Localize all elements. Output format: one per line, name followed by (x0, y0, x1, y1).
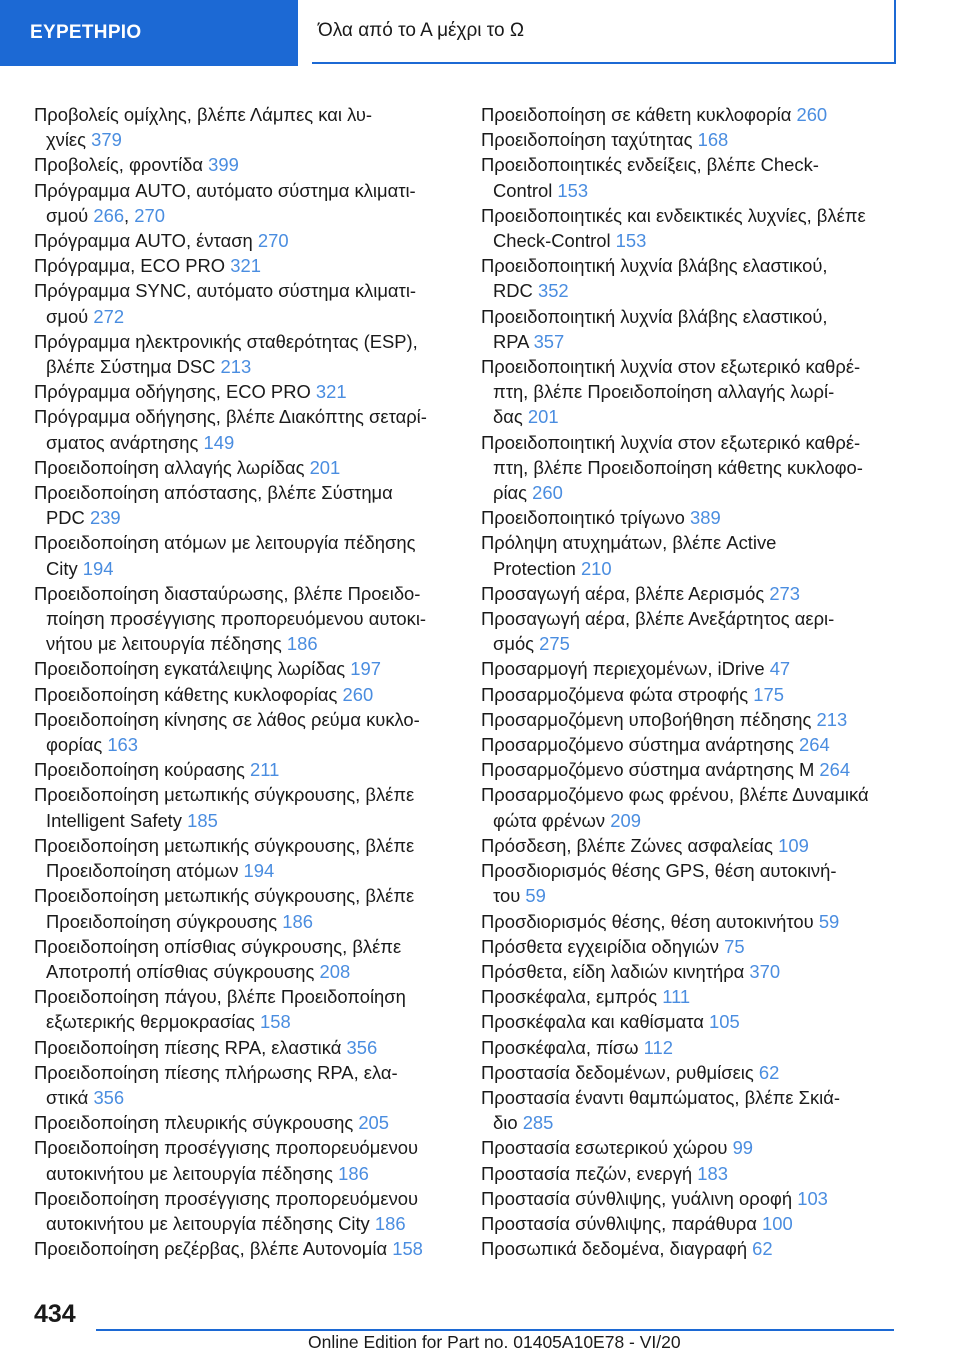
page-reference-link[interactable]: 158 (260, 1011, 291, 1033)
index-entry-text: Προβολείς, φροντίδα (34, 154, 204, 176)
page-reference-link[interactable]: 59 (525, 885, 546, 907)
index-entry-text: ποίηση προσέγγισης προπορευόμενου αυτοκι- (46, 608, 427, 630)
index-entry (34, 379, 452, 404)
page-reference-link[interactable]: 186 (286, 633, 318, 655)
page-reference-link[interactable]: 100 (761, 1212, 793, 1234)
page-reference-link[interactable]: 205 (358, 1112, 389, 1134)
index-entry-text: σμού (46, 204, 89, 226)
index-entry-text: Προειδοποίηση πίεσης RPA, ελαστικά (34, 1036, 342, 1058)
index-entry-text: δας (493, 406, 523, 428)
page-reference-link[interactable]: 75 (724, 935, 745, 957)
footer-divider (96, 1329, 894, 1331)
index-entry-text: Προειδοποίηση διασταύρωσης, βλέπε Προειδο- (34, 582, 421, 604)
index-entry-text: του (493, 885, 521, 907)
index-entry-text: Προσκέφαλα, εμπρός (481, 986, 658, 1008)
page-reference-link[interactable]: 105 (709, 1011, 740, 1033)
index-entry-text: φώτα φρένων (493, 809, 606, 831)
index-entry (34, 707, 452, 757)
index-entry-text: αυτοκινήτου με λειτουργία πέδησης City (46, 1212, 370, 1234)
index-entry (34, 934, 452, 984)
index-entry-text: Προειδοποιητικές και ενδεικτικές λυχνίες, βλέπε (481, 204, 866, 226)
page-reference-link[interactable]: 260 (532, 482, 563, 504)
index-entry (481, 1085, 921, 1135)
page-reference-link[interactable]: 186 (282, 910, 313, 932)
index-entry (481, 656, 921, 681)
index-entry-text: Προειδοποίηση απόστασης, βλέπε Σύστημα (34, 482, 393, 504)
page-reference-link[interactable]: 213 (220, 356, 252, 378)
index-entry-text: Προειδοποίηση ρεζέρβας, βλέπε Αυτονομία (34, 1238, 388, 1260)
index-entry-text: Προσαρμοζόμενη υποβοήθηση πέδησης (481, 708, 812, 730)
page-reference-link[interactable]: 273 (769, 582, 800, 604)
index-entry-text: σματος ανάρτησης (46, 431, 199, 453)
index-entry-text: Προστασία έναντι θαμπώματος, βλέπε Σκιά- (481, 1086, 840, 1108)
index-entry-text: Προσαρμοζόμενο φως φρένου, βλέπε Δυναμικά (481, 784, 869, 806)
index-entry-text: Προειδοποίηση ατόμων (46, 860, 239, 882)
index-entry-text: Πρόγραμμα οδήγησης, βλέπε Διακόπτης σεταρί- (34, 406, 427, 428)
index-entry-text: Προειδοποίηση κούρασης (34, 759, 245, 781)
page-reference-link[interactable]: 201 (309, 456, 341, 478)
page-reference-link[interactable]: 186 (338, 1162, 369, 1184)
index-entry (34, 228, 452, 253)
index-entry-text: διο (493, 1112, 518, 1134)
index-entry-text: Προειδοποίηση προσέγγισης προπορευόμενου (34, 1187, 419, 1209)
page-reference-link[interactable]: 194 (243, 860, 275, 882)
index-entry-text: Πρόγραμμα AUTO, αυτόματο σύστημα κλιματι- (34, 179, 416, 201)
index-entry-text: Προειδοποίηση μετωπικής σύγκρουσης, βλέπε (34, 885, 415, 907)
index-entry-text: Προστασία εσωτερικού χώρου (481, 1137, 728, 1159)
page-reference-link[interactable]: 321 (230, 255, 261, 277)
index-entry (34, 682, 452, 707)
index-entry-text: Προειδοποίηση κάθετης κυκλοφορίας (34, 683, 338, 705)
page-reference-link[interactable]: 264 (819, 759, 851, 781)
index-entry-text: Προειδοποίηση πίεσης πλήρωσης RPA, ελα- (34, 1061, 398, 1083)
index-entry-text: Προστασία σύνθλιψης, παράθυρα (481, 1212, 757, 1234)
index-entry-text: Προειδοποίηση μετωπικής σύγκρουσης, βλέπε (34, 784, 415, 806)
index-entry-text: Προειδοποιητική λυχνία στον εξωτερικό καθρέ- (481, 431, 861, 453)
index-entry (34, 581, 452, 657)
index-entry (34, 1135, 452, 1185)
page-reference-link[interactable]: 399 (208, 154, 239, 176)
index-entry-text: Προστασία δεδομένων, ρυθμίσεις (481, 1061, 754, 1083)
index-entry-text: Προειδοποίηση πλευρικής σύγκρουσης (34, 1112, 354, 1134)
index-entry-text: Προειδοποίηση σε κάθετη κυκλοφορία (481, 104, 792, 125)
footer-edition: Online Edition for Part no. 01405A10E78 - VI/20 (308, 1332, 681, 1352)
index-entry-text: Προειδοποιητικό τρίγωνο (481, 507, 685, 529)
index-entry (481, 354, 921, 430)
page-reference-link[interactable]: 210 (580, 557, 612, 579)
index-entry (481, 934, 921, 959)
page-reference-link[interactable]: 270 (257, 230, 289, 252)
page-reference-link[interactable]: 62 (752, 1238, 773, 1260)
index-entry-text: Πρόσδεση, βλέπε Ζώνες ασφαλείας (481, 834, 773, 856)
index-entry (481, 430, 921, 506)
index-entry (481, 606, 921, 656)
index-entry (481, 782, 921, 832)
page-reference-link[interactable]: 168 (697, 129, 729, 151)
index-entry-text: στικά (46, 1086, 89, 1108)
index-entry-text: Προειδοποίηση ατόμων με λειτουργία πέδησης (34, 532, 416, 554)
page-reference-link[interactable]: 285 (522, 1112, 554, 1134)
index-column-right (481, 102, 921, 1261)
index-entry (481, 833, 921, 858)
index-entry (34, 329, 452, 379)
index-entry-text: Προειδοποίηση προσέγγισης προπορευόμενου (34, 1137, 419, 1159)
page-reference-link[interactable]: 149 (203, 431, 235, 453)
index-entry (481, 732, 921, 757)
index-entry (34, 1060, 452, 1110)
index-entry-text: Προσκέφαλα και καθίσματα (481, 1011, 704, 1033)
index-entry (34, 984, 452, 1034)
page-reference-link[interactable]: 175 (753, 683, 784, 705)
index-entry (481, 1135, 921, 1160)
index-entry (481, 1009, 921, 1034)
index-entry (34, 455, 452, 480)
index-entry-text: Προειδοποιητική λυχνία στον εξωτερικό καθρέ- (481, 356, 861, 378)
index-entry-text: Προειδοποίηση πάγου, βλέπε Προειδοποίηση (34, 986, 406, 1008)
index-entry-text: σμός (493, 633, 535, 655)
index-entry (481, 127, 921, 152)
index-entry (481, 1161, 921, 1186)
index-entry (34, 883, 452, 933)
page-reference-link[interactable]: 47 (769, 658, 791, 680)
index-entry (481, 1236, 921, 1261)
index-entry (34, 782, 452, 832)
index-entry-text: Προσωπικά δεδομένα, διαγραφή (481, 1238, 748, 1260)
page-reference-link[interactable]: 183 (697, 1162, 728, 1184)
index-entry (481, 707, 921, 732)
index-entry-text: Προειδοποιητική λυχνία βλάβης ελαστικού, (481, 255, 828, 277)
page-reference-link[interactable]: 272 (93, 305, 125, 327)
index-entry (481, 682, 921, 707)
page-number: 434 (34, 1300, 76, 1328)
page-reference-link[interactable]: 266 (93, 204, 125, 226)
index-entry-text: Προσδιορισμός θέσης GPS, θέση αυτοκινή- (481, 860, 837, 882)
page-reference-link[interactable]: 211 (250, 759, 280, 781)
page-reference-link[interactable]: 103 (797, 1187, 828, 1209)
index-entry-text: Προειδοποίηση αλλαγής λωρίδας (34, 456, 305, 478)
index-entry (481, 505, 921, 530)
page-reference-link[interactable]: 260 (796, 104, 828, 125)
index-entry-text: Προειδοποιητικές ενδείξεις, βλέπε Check- (481, 154, 819, 176)
index-entry-text: βλέπε Σύστημα DSC (46, 356, 216, 378)
index-entry (34, 1035, 452, 1060)
index-entry (34, 656, 452, 681)
page-reference-link[interactable]: 109 (778, 834, 809, 856)
index-entry-text: Πρόγραμμα οδήγησης, ECO PRO (34, 381, 311, 403)
index-entry-text: Πρόγραμμα ηλεκτρονικής σταθερότητας (ESP), (34, 330, 418, 352)
index-entry-text: Προειδοποίηση εγκατάλειψης λωρίδας (34, 658, 346, 680)
section-tab[interactable]: ΕΥΡΕΤΗΡΙΟ (0, 0, 298, 66)
index-entry (34, 1110, 452, 1135)
index-entry (481, 909, 921, 934)
index-entry (481, 1211, 921, 1236)
page-reference-link[interactable]: 153 (557, 179, 589, 201)
page-reference-link[interactable]: 356 (346, 1036, 378, 1058)
page-reference-link[interactable]: 111 (662, 986, 691, 1008)
index-entry (481, 1186, 921, 1211)
page-reference-link[interactable]: 158 (392, 1238, 423, 1260)
index-entry (481, 858, 921, 908)
index-entry (34, 278, 452, 328)
index-entry (34, 480, 452, 530)
page-reference-link[interactable]: 352 (537, 280, 569, 302)
index-entry-text: Προσαρμοζόμενο σύστημα ανάρτησης (481, 734, 794, 756)
page-reference-link[interactable]: 99 (732, 1137, 754, 1159)
index-entry-text: νήτου με λειτουργία πέδησης (46, 633, 282, 655)
index-entry (481, 1060, 921, 1085)
page-reference-link[interactable]: 321 (315, 381, 347, 403)
page-reference-link[interactable]: 197 (350, 658, 381, 680)
index-entry-text: RPA (493, 330, 529, 352)
index-entry (34, 1236, 452, 1261)
index-entry (481, 984, 921, 1009)
page-reference-link[interactable]: 208 (319, 960, 351, 982)
index-entry-text: αυτοκινήτου με λειτουργία πέδησης (46, 1162, 333, 1184)
page-reference-link[interactable]: 209 (610, 809, 641, 831)
index-entry-text: Προσαρμοζόμενο σύστημα ανάρτησης M (481, 759, 815, 781)
page-reference-link[interactable]: 59 (818, 910, 840, 932)
page-reference-link[interactable]: 185 (187, 809, 218, 831)
index-entry (481, 530, 921, 580)
index-column-left (34, 102, 452, 1261)
index-entry-text: Προσαγωγή αέρα, βλέπε Αερισμός (481, 582, 765, 604)
index-entry-text: χνίες (46, 129, 86, 151)
index-entry-text: Προειδοποίηση μετωπικής σύγκρουσης, βλέπε (34, 834, 415, 856)
index-entry-text: Προειδοποιητική λυχνία βλάβης ελαστικού, (481, 305, 828, 327)
page-reference-link[interactable]: 213 (816, 708, 848, 730)
page-reference-link[interactable]: 153 (615, 230, 647, 252)
index-entry-text: Check-Control (493, 230, 611, 252)
index-entry-text: πτη, βλέπε Προειδοποίηση κάθετης κυκλοφο- (493, 456, 863, 478)
index-entry: Πρόγραμμα AUTO, αυτόματο σύστημα κλιματι- σμού 266, 270 (34, 179, 416, 226)
page-reference-link[interactable]: 356 (93, 1086, 125, 1108)
index-entry-text: σμού (46, 305, 89, 327)
index-entry (34, 530, 452, 580)
index-entry (34, 152, 452, 177)
page-reference-link[interactable]: 239 (89, 507, 121, 529)
index-entry-text: Πρόγραμμα SYNC, αυτόματο σύστημα κλιματι- (34, 280, 417, 302)
index-entry (34, 833, 452, 883)
index-entry-text: Προστασία σύνθλιψης, γυάλινη οροφή (481, 1187, 793, 1209)
index-entry-text: Προσαρμοζόμενα φώτα στροφής (481, 683, 749, 705)
index-entry (481, 304, 921, 354)
index-entry-text: Αποτροπή οπίσθιας σύγκρουσης (46, 960, 315, 982)
index-entry-text: PDC (46, 507, 85, 529)
index-entry (481, 102, 921, 127)
page-reference-link[interactable]: 62 (758, 1061, 780, 1083)
index-entry (481, 1035, 921, 1060)
page-reference-link[interactable]: 275 (539, 633, 570, 655)
index-entry-text: Control (493, 179, 553, 201)
index-entry-text: Πρόληψη ατυχημάτων, βλέπε Active (481, 532, 777, 554)
page-header (0, 0, 960, 66)
index-entry-text: ρίας (493, 482, 528, 504)
page-reference-link[interactable]: 112 (643, 1036, 673, 1058)
index-entry-text: Προειδοποίηση σύγκρουσης (46, 910, 278, 932)
index-entry-text: Προειδοποίηση ταχύτητας (481, 129, 693, 151)
index-entry-text: Προσδιορισμός θέσης, θέση αυτοκινήτου (481, 910, 814, 932)
page-reference-link[interactable]: 264 (798, 734, 830, 756)
index-entry-text: Πρόγραμμα AUTO, ένταση (34, 230, 253, 252)
index-entry-text: Προστασία πεζών, ενεργή (481, 1162, 693, 1184)
index-entry-text: Πρόσθετα, είδη λαδιών κινητήρα (481, 960, 745, 982)
page-reference-link[interactable]: 270 (134, 204, 165, 226)
page-reference-link[interactable]: 186 (374, 1212, 406, 1234)
index-entry (481, 581, 921, 606)
index-entry-text: Προσκέφαλα, πίσω (481, 1036, 639, 1058)
index-entry-text: Πρόγραμμα, ECO PRO (34, 255, 226, 277)
index-entry-text: πτη, βλέπε Προειδοποίηση αλλαγής λωρί- (493, 381, 835, 403)
page-reference-link[interactable]: 260 (342, 683, 374, 705)
page-reference-link[interactable]: 379 (91, 129, 122, 151)
page-reference-link[interactable]: 389 (690, 507, 721, 529)
index-entry-text: εξωτερικής θερμοκρασίας (46, 1011, 255, 1033)
index-entry-text: Προβολείς ομίχλης, βλέπε Λάμπες και λυ- (34, 104, 373, 125)
index-entry-text: φορίας (46, 734, 103, 756)
index-entry (34, 404, 452, 454)
index-entry-text: Προειδοποίηση κίνησης σε λάθος ρεύμα κυκλο- (34, 708, 420, 730)
page-reference-link[interactable]: 163 (107, 734, 139, 756)
index-entry-text: Intelligent Safety (46, 809, 182, 831)
page-reference-link[interactable]: 357 (533, 330, 565, 352)
index-entry (481, 757, 921, 782)
page-reference-link[interactable]: 370 (749, 960, 781, 982)
page-reference-link[interactable]: 194 (82, 557, 114, 579)
index-entry-text: City (46, 557, 78, 579)
index-entry (481, 253, 921, 303)
index-entry-text: Προσαρμογή περιεχομένων, iDrive (481, 658, 765, 680)
index-entry (34, 102, 452, 152)
index-entry (481, 959, 921, 984)
index-entry-text: Πρόσθετα εγχειρίδια οδηγιών (481, 935, 719, 957)
index-entry (34, 253, 452, 278)
index-entry-text: Προειδοποίηση οπίσθιας σύγκρουσης, βλέπε (34, 935, 402, 957)
index-entry (34, 757, 452, 782)
index-entry (481, 203, 921, 253)
page-reference-link[interactable]: 201 (527, 406, 559, 428)
index-entry-text: RDC (493, 280, 533, 302)
index-entry (481, 152, 921, 202)
index-entry-text: Protection (493, 557, 576, 579)
section-subtitle: Όλα από το Α μέχρι το Ω (312, 0, 896, 64)
index-entry (34, 1186, 452, 1236)
index-entry-text: Προσαγωγή αέρα, βλέπε Ανεξάρτητος αερι- (481, 608, 835, 630)
